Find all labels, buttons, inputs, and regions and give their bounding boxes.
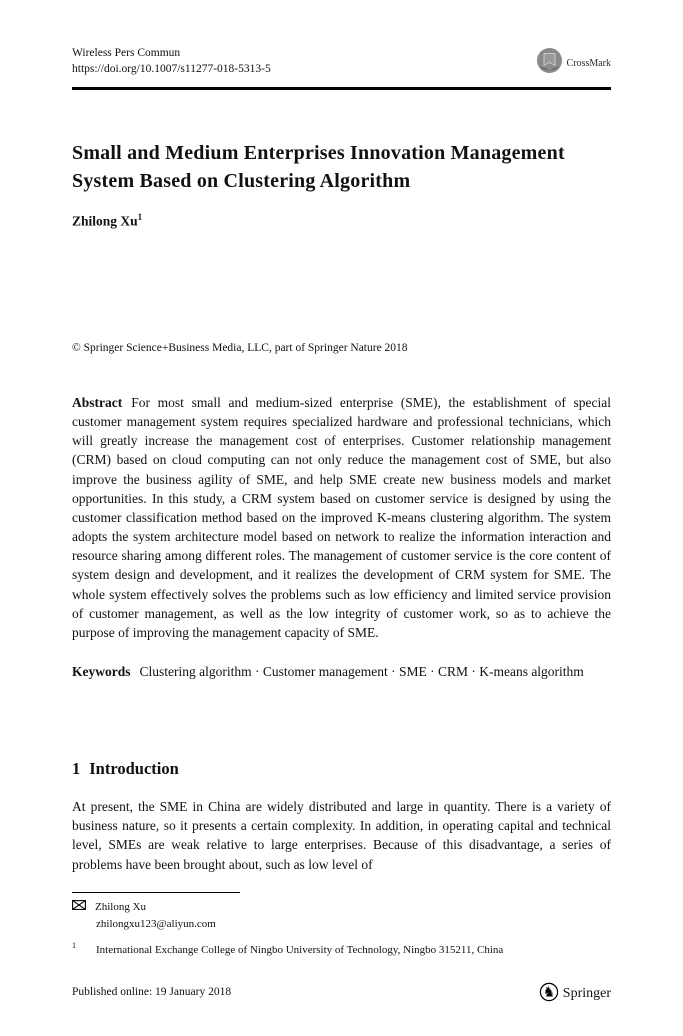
- author-affiliation-marker: 1: [137, 212, 143, 222]
- section-heading-introduction: [72, 759, 179, 779]
- published-online-date: Published online: 19 January 2018: [72, 986, 232, 998]
- keywords-label: Keywords: [72, 664, 131, 679]
- author-line: [72, 212, 142, 230]
- journal-name: Wireless Pers Commun: [72, 47, 181, 59]
- correspondence-name: Zhilong Xu: [95, 901, 147, 913]
- doi-link[interactable]: https://doi.org/10.1007/s11277-018-5313-5: [72, 62, 271, 75]
- publisher-name: Springer: [562, 985, 611, 1001]
- crossmark-label: CrossMark: [566, 57, 611, 69]
- abstract-paragraph: [72, 393, 611, 642]
- springer-knight-icon: [538, 979, 560, 1008]
- author-name: Zhilong Xu: [72, 213, 138, 229]
- header-rule: [72, 87, 611, 90]
- crossmark-badge[interactable]: [536, 47, 611, 79]
- footnote-rule: [72, 892, 240, 893]
- copyright-line: © Springer Science+Business Media, LLC, part of Springer Nature 2018: [72, 342, 408, 354]
- correspondence-email[interactable]: zhilongxu123@aliyun.com: [96, 917, 216, 930]
- abstract-text: For most small and medium-sized enterprise (SME), the establishment of special customer management system requires specialized hardware and professional technicians, which will greatly increase the management cost of enterprises. Customer relationship management (CRM) based on cloud computing can not only reduce the management cost of SME, but also improve the business agility of SME, and help SME create new business models and market opportunities. In this study, a CRM system based on customer service is designed by using the customer classification method based on the improved K-means clustering algorithm. The system adopts the system architecture model based on network to realize the information interaction and resource sharing among different roles. The management of customer service is the core content of system design and development, and it realizes the development of CRM system for SME. The whole system effectively solves the problems such as low efficiency and limited service provision of customer management, as well as the low integrity of customer work, so as to achieve the purpose of improving the management capacity of SME.: [72, 395, 611, 640]
- section-title: Introduction: [89, 759, 179, 778]
- correspondence-block: [72, 899, 216, 932]
- section-number: 1: [72, 759, 81, 778]
- abstract-label: Abstract: [72, 395, 123, 410]
- affiliation-block: [72, 941, 611, 956]
- svg-text:♞: ♞: [542, 984, 556, 1001]
- affiliation-text: International Exchange College of Ningbo University of Technology, Ningbo 315211, China: [96, 944, 504, 956]
- page-header: [72, 46, 611, 79]
- journal-info: [72, 46, 271, 77]
- envelope-icon: [72, 899, 86, 916]
- article-title: [72, 140, 611, 195]
- crossmark-icon: [536, 47, 563, 79]
- article-title-line1: Small and Medium Enterprises Innovation Management: [72, 142, 565, 164]
- article-title-line2: System Based on Clustering Algorithm: [72, 169, 411, 192]
- publisher-logo: [538, 979, 611, 1008]
- keywords-line: [72, 662, 611, 681]
- correspondence-row: [72, 899, 216, 916]
- keywords-text: Clustering algorithm · Customer management · SME · CRM · K-means algorithm: [139, 664, 584, 679]
- affiliation-marker: 1: [72, 941, 76, 950]
- introduction-paragraph: At present, the SME in China are widely distributed and large in quantity. There is a variety of business nature, so it presents a certain complexity. In addition, in operating capital and technical level, SMEs are weak relative to large enterprises. Because of this disadvantage, a series of problems have been brought about, such as low level of: [72, 799, 611, 872]
